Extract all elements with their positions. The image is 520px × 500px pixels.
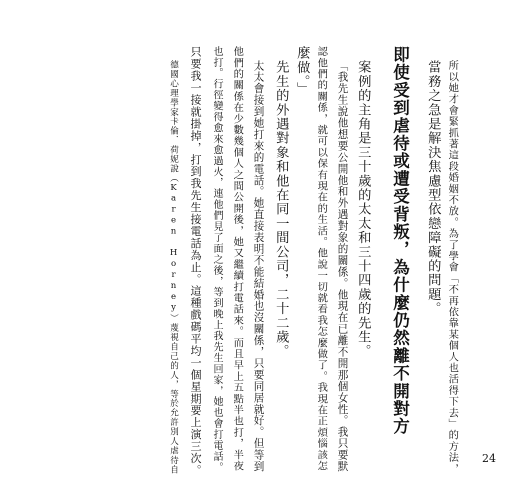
body-text-column-6: 麼做。」 — [294, 46, 310, 97]
body-text-column-10: 也打。行徑變得愈來愈過火，連他們見了面之後，等到晚上我先生回家，她也會打電話。 — [211, 46, 223, 474]
page-number: 24 — [482, 452, 496, 465]
body-text-column-12: 德國心理學家卡倫．荷妮說（Karen Horney）蔑視自己的人，等於允許別人虐待自 — [168, 60, 179, 475]
body-text-column-3: 案例的主角是三十歲的太太和三十四歲的先生。 — [355, 60, 371, 359]
body-text-column-4: 「我先生說他想要公開他和外遇對象的關係。他現在已離不開那個女性。我只要默 — [336, 60, 349, 473]
section-heading: 即使受到虐待或遭受背叛，為什麼仍然離不開對方 — [390, 46, 410, 436]
body-text-column-1: 所以她才會緊抓著這段婚姻不放。為了學會「不再依靠某個人也活得下去」的方法， — [446, 60, 459, 475]
body-text-column-11: 只要我一接就掛掉，打到我先生接電話為止。這種戲碼平均一個星期要上演三次。 — [189, 46, 203, 477]
body-text-column-7: 先生的外遇對象和他在同一間公司，二十二歲。 — [273, 60, 289, 359]
body-text-column-2: 當務之急是解決焦慮型依戀障礙的問題。 — [425, 60, 441, 316]
body-text-column-8: 太太會接到她打來的電話。她直接表明不能結婚也沒關係，只要同居就好。但等到 — [252, 60, 265, 473]
body-text-column-5: 認他們的關係，就可以保有現在的生活。他說一切就看我怎麼做了。我現在正煩惱該怎 — [315, 46, 328, 472]
body-text-column-9: 他們的關係在少數幾個人之間公開後，她又繼續打電話來。而且早上五點半也打，半夜 — [231, 46, 244, 472]
